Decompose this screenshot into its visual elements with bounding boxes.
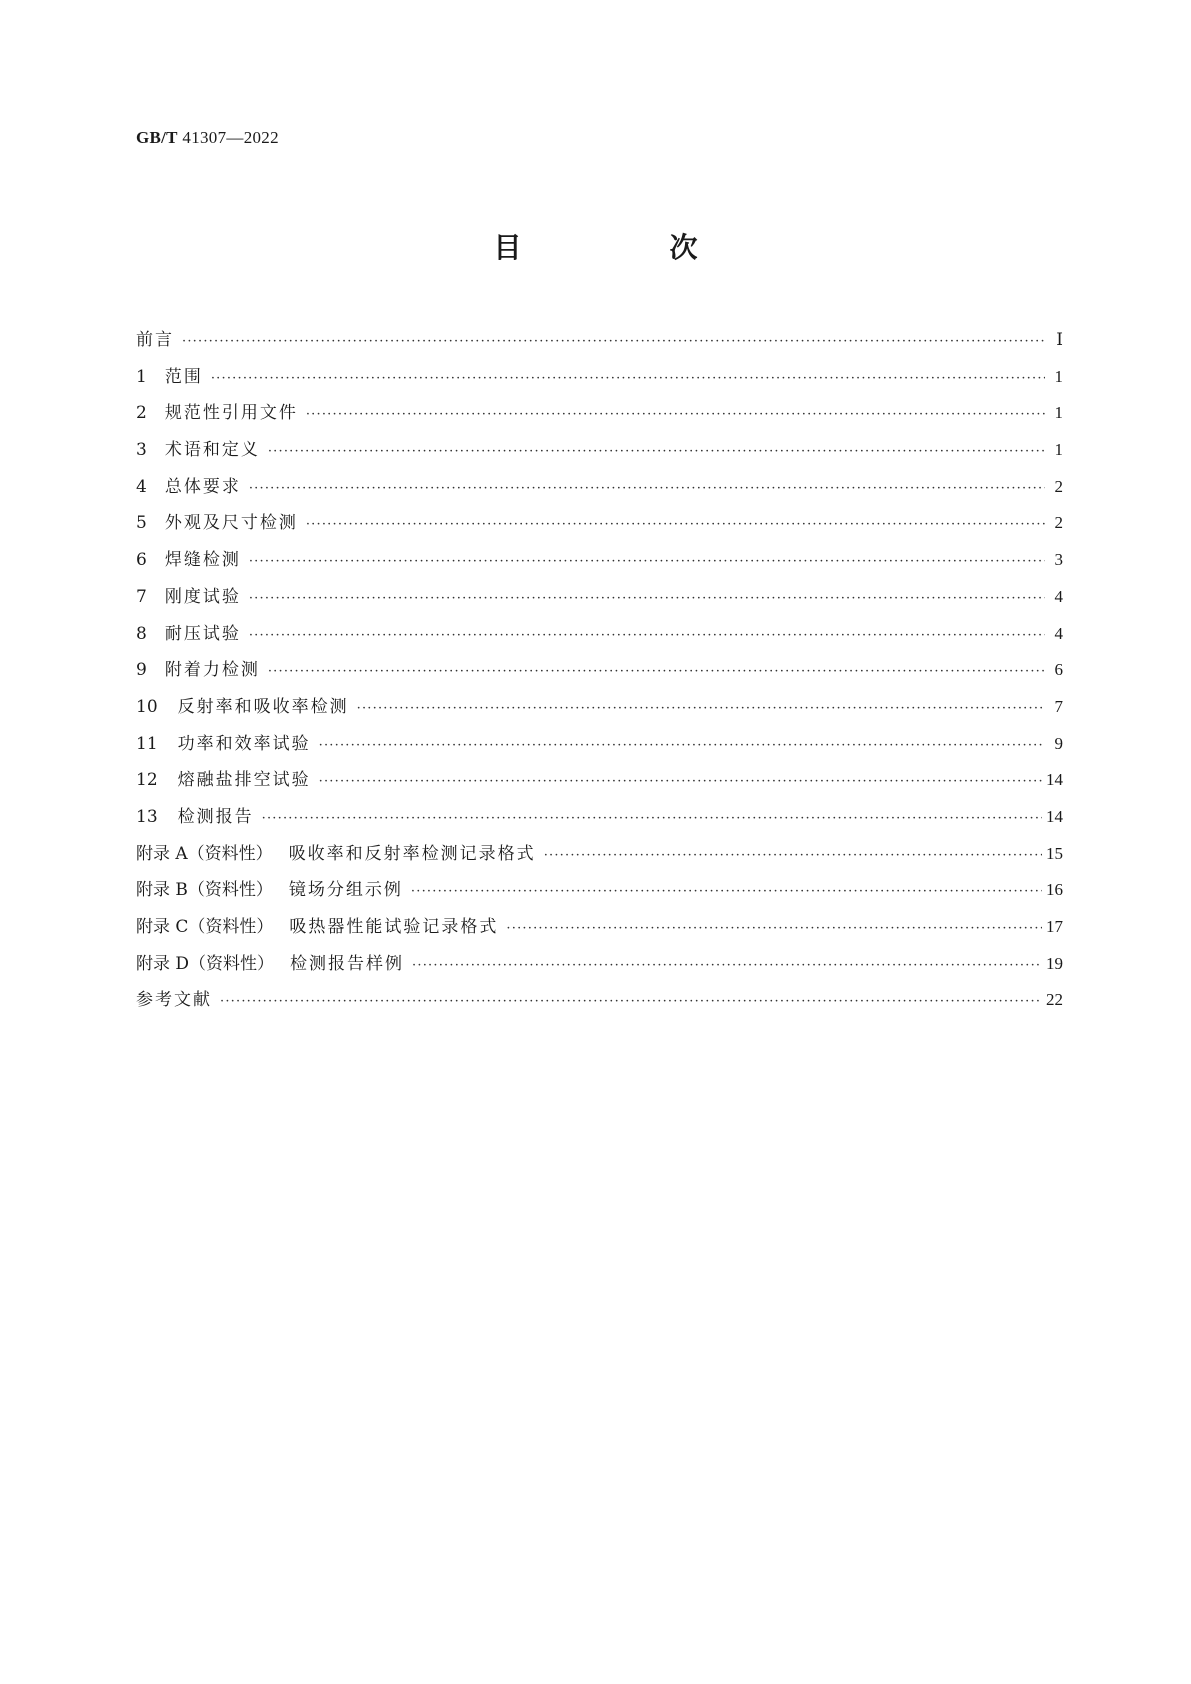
toc-entry-page: 1 xyxy=(1054,440,1063,460)
toc-entry[interactable] xyxy=(136,765,1063,802)
toc-entry-number: 附录 A（资料性） xyxy=(136,843,273,864)
toc-entry[interactable] xyxy=(136,362,1063,399)
toc-entry-number: 1 xyxy=(136,366,147,387)
toc-entry[interactable] xyxy=(136,802,1063,839)
toc-dot-leader xyxy=(220,994,1042,1009)
toc-entry-label: 外观及尺寸检测 xyxy=(164,513,298,534)
toc-entry-number: 7 xyxy=(136,586,147,607)
toc-dot-leader xyxy=(319,738,1045,753)
toc-entry-label: 术语和定义 xyxy=(164,440,260,461)
toc-entry[interactable] xyxy=(136,619,1063,656)
toc-entry[interactable] xyxy=(136,912,1063,949)
toc-dot-leader xyxy=(306,517,1045,532)
toc-entry-label: 反射率和吸收率检测 xyxy=(177,696,349,717)
toc-entry-page: 2 xyxy=(1054,476,1063,496)
toc-entry[interactable] xyxy=(136,655,1063,692)
toc-entry-page: 4 xyxy=(1054,586,1063,606)
toc-entry-page: 22 xyxy=(1046,990,1063,1010)
toc-entry-label: 刚度试验 xyxy=(164,586,241,607)
toc-entry-number: 13 xyxy=(136,806,158,827)
toc-entry-number: 10 xyxy=(136,696,158,717)
toc-entry-number: 6 xyxy=(136,550,147,571)
toc-entry-number: 5 xyxy=(136,513,147,534)
toc-dot-leader xyxy=(211,371,1045,386)
toc-entry-label: 检测报告 xyxy=(177,806,254,827)
toc-entry-label: 熔融盐排空试验 xyxy=(177,770,311,791)
toc-dot-leader xyxy=(506,921,1042,936)
toc-dot-leader xyxy=(249,591,1045,606)
toc-entry-number: 附录 B（资料性） xyxy=(136,880,273,901)
toc-entry-page: 7 xyxy=(1054,696,1063,716)
toc-entry[interactable] xyxy=(136,508,1063,545)
toc-entry-number: 8 xyxy=(136,623,147,644)
standard-code-prefix: GB/T xyxy=(136,128,178,147)
toc-entry-number: 附录 C（资料性） xyxy=(136,917,274,937)
toc-entry[interactable] xyxy=(136,692,1063,729)
toc-entry-number: 12 xyxy=(136,770,158,791)
toc-entry-page: 17 xyxy=(1046,917,1063,936)
toc-entry-page: 2 xyxy=(1054,513,1063,533)
toc-entry-label: 检测报告样例 xyxy=(290,953,405,974)
toc-dot-leader xyxy=(268,664,1045,679)
toc-title: 目 次 xyxy=(493,231,758,264)
toc-dot-leader xyxy=(411,884,1042,899)
toc-entry-page: 14 xyxy=(1046,806,1063,826)
toc-entry-number: 9 xyxy=(136,660,147,681)
toc-entry-label: 吸热器性能试验记录格式 xyxy=(289,917,499,937)
toc-entry-number: 3 xyxy=(136,440,147,461)
toc-entry-label: 功率和效率试验 xyxy=(177,733,311,754)
toc-dot-leader xyxy=(544,848,1042,863)
toc-dot-leader xyxy=(249,481,1045,496)
toc-entry-page: 1 xyxy=(1054,403,1063,423)
toc-entry-page: 14 xyxy=(1046,770,1063,790)
toc-dot-leader xyxy=(306,407,1045,422)
toc-entry-label: 耐压试验 xyxy=(164,623,241,644)
toc-dot-leader xyxy=(249,628,1045,643)
toc-entry[interactable] xyxy=(136,398,1063,435)
toc-entry-label: 镜场分组示例 xyxy=(288,880,403,901)
toc-dot-leader xyxy=(319,774,1042,789)
toc-dot-leader xyxy=(182,334,1045,349)
standard-code xyxy=(136,128,279,148)
toc-entry-label: 前言 xyxy=(136,330,174,350)
toc-entry[interactable] xyxy=(136,545,1063,582)
toc-dot-leader xyxy=(262,811,1042,826)
toc-entry[interactable] xyxy=(136,985,1063,1022)
toc-entry[interactable] xyxy=(136,325,1063,362)
toc-entry-page: 4 xyxy=(1054,623,1063,643)
toc-entry[interactable] xyxy=(136,582,1063,619)
toc-dot-leader xyxy=(412,958,1042,973)
toc-entry-label: 范围 xyxy=(164,366,203,387)
toc-entry[interactable] xyxy=(136,875,1063,912)
toc-entry-page: 3 xyxy=(1054,550,1063,570)
toc-entry[interactable] xyxy=(136,839,1063,876)
toc-entry-label: 吸收率和反射率检测记录格式 xyxy=(288,843,536,864)
toc-entry-label: 附着力检测 xyxy=(164,660,260,681)
toc-entry[interactable] xyxy=(136,729,1063,766)
toc-entry-page: 15 xyxy=(1046,843,1063,863)
toc-entry[interactable] xyxy=(136,435,1063,472)
toc-entry-number: 4 xyxy=(136,476,147,497)
toc-entry-page: 16 xyxy=(1046,880,1063,900)
toc-entry-page: 9 xyxy=(1054,733,1063,753)
toc-entry-page: Ⅰ xyxy=(1056,330,1063,349)
toc-entry-number: 11 xyxy=(136,733,158,754)
toc-entry[interactable] xyxy=(136,949,1063,986)
standard-code-number: 41307—2022 xyxy=(182,128,279,147)
toc-entry-label: 规范性引用文件 xyxy=(164,403,298,424)
toc-entry-page: 19 xyxy=(1046,953,1063,973)
toc-entry[interactable] xyxy=(136,472,1063,509)
toc-entry-page: 6 xyxy=(1054,660,1063,680)
toc-entry-number: 附录 D（资料性） xyxy=(136,953,275,974)
toc-entry-label: 焊缝检测 xyxy=(164,550,241,571)
toc-entry-label: 总体要求 xyxy=(164,476,241,497)
toc-dot-leader xyxy=(357,701,1045,716)
toc-list xyxy=(136,325,1063,1022)
toc-entry-label: 参考文献 xyxy=(136,990,212,1011)
toc-dot-leader xyxy=(249,554,1045,569)
toc-entry-page: 1 xyxy=(1054,366,1063,386)
toc-dot-leader xyxy=(268,444,1045,459)
toc-entry-number: 2 xyxy=(136,403,147,424)
